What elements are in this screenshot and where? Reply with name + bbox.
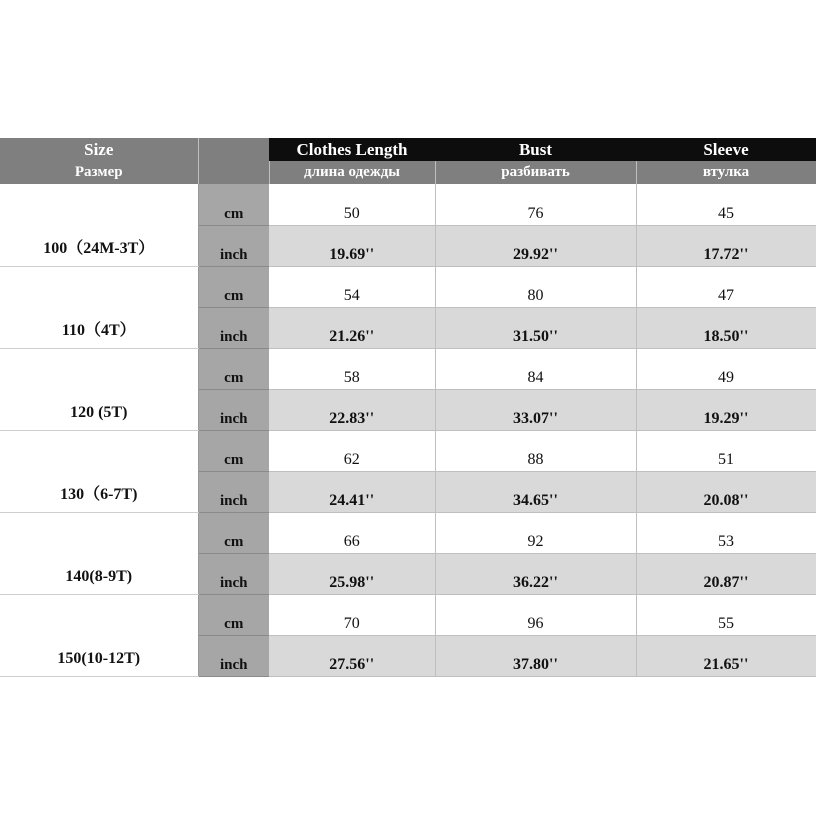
unit-inch: inch bbox=[198, 635, 269, 676]
inch-value: 37.80'' bbox=[435, 635, 636, 676]
inch-value: 22.83'' bbox=[269, 389, 435, 430]
unit-inch: inch bbox=[198, 471, 269, 512]
sleeve-header-ru: втулка bbox=[636, 161, 816, 184]
cm-value: 50 bbox=[269, 184, 435, 225]
inch-value: 21.65'' bbox=[636, 635, 816, 676]
size-header-ru: Размер bbox=[0, 161, 198, 184]
inch-value: 19.29'' bbox=[636, 389, 816, 430]
cm-value: 62 bbox=[269, 430, 435, 471]
table-row bbox=[0, 184, 816, 225]
cm-value: 55 bbox=[636, 594, 816, 635]
unit-cm: cm bbox=[198, 430, 269, 471]
cm-value: 53 bbox=[636, 512, 816, 553]
size-chart-table bbox=[0, 138, 816, 677]
cm-value: 66 bbox=[269, 512, 435, 553]
unit-cm: cm bbox=[198, 594, 269, 635]
cm-value: 49 bbox=[636, 348, 816, 389]
inch-value: 20.08'' bbox=[636, 471, 816, 512]
inch-value: 27.56'' bbox=[269, 635, 435, 676]
unit-cm: cm bbox=[198, 512, 269, 553]
inch-value: 29.92'' bbox=[435, 225, 636, 266]
unit-inch: inch bbox=[198, 225, 269, 266]
cm-value: 92 bbox=[435, 512, 636, 553]
inch-value: 36.22'' bbox=[435, 553, 636, 594]
unit-cm: cm bbox=[198, 348, 269, 389]
size-label: 110（4T） bbox=[0, 266, 198, 348]
inch-value: 18.50'' bbox=[636, 307, 816, 348]
cm-value: 84 bbox=[435, 348, 636, 389]
cm-value: 88 bbox=[435, 430, 636, 471]
sleeve-header: Sleeve bbox=[636, 138, 816, 161]
inch-value: 24.41'' bbox=[269, 471, 435, 512]
cm-value: 54 bbox=[269, 266, 435, 307]
header-row-english bbox=[0, 138, 816, 161]
unit-cm: cm bbox=[198, 266, 269, 307]
cm-value: 58 bbox=[269, 348, 435, 389]
size-label: 140(8-9T) bbox=[0, 512, 198, 594]
table-row bbox=[0, 430, 816, 471]
inch-value: 25.98'' bbox=[269, 553, 435, 594]
table-row bbox=[0, 266, 816, 307]
inch-value: 33.07'' bbox=[435, 389, 636, 430]
cm-value: 45 bbox=[636, 184, 816, 225]
cm-value: 76 bbox=[435, 184, 636, 225]
size-label: 150(10-12T) bbox=[0, 594, 198, 676]
size-header: Size bbox=[0, 138, 198, 161]
unit-inch: inch bbox=[198, 389, 269, 430]
header-row-russian bbox=[0, 161, 816, 184]
inch-value: 21.26'' bbox=[269, 307, 435, 348]
table-row bbox=[0, 594, 816, 635]
inch-value: 20.87'' bbox=[636, 553, 816, 594]
size-label: 100（24M-3T） bbox=[0, 184, 198, 266]
unit-inch: inch bbox=[198, 307, 269, 348]
clothes-length-header: Clothes Length bbox=[269, 138, 435, 161]
size-label: 120 (5T) bbox=[0, 348, 198, 430]
unit-inch: inch bbox=[198, 553, 269, 594]
inch-value: 31.50'' bbox=[435, 307, 636, 348]
table-row bbox=[0, 512, 816, 553]
unit-header-ru bbox=[198, 161, 269, 184]
unit-header bbox=[198, 138, 269, 161]
clothes-length-header-ru: длина одежды bbox=[269, 161, 435, 184]
cm-value: 80 bbox=[435, 266, 636, 307]
inch-value: 19.69'' bbox=[269, 225, 435, 266]
cm-value: 51 bbox=[636, 430, 816, 471]
cm-value: 96 bbox=[435, 594, 636, 635]
cm-value: 47 bbox=[636, 266, 816, 307]
bust-header-ru: разбивать bbox=[435, 161, 636, 184]
inch-value: 17.72'' bbox=[636, 225, 816, 266]
inch-value: 34.65'' bbox=[435, 471, 636, 512]
table-row bbox=[0, 348, 816, 389]
unit-cm: cm bbox=[198, 184, 269, 225]
size-label: 130（6-7T) bbox=[0, 430, 198, 512]
cm-value: 70 bbox=[269, 594, 435, 635]
bust-header: Bust bbox=[435, 138, 636, 161]
